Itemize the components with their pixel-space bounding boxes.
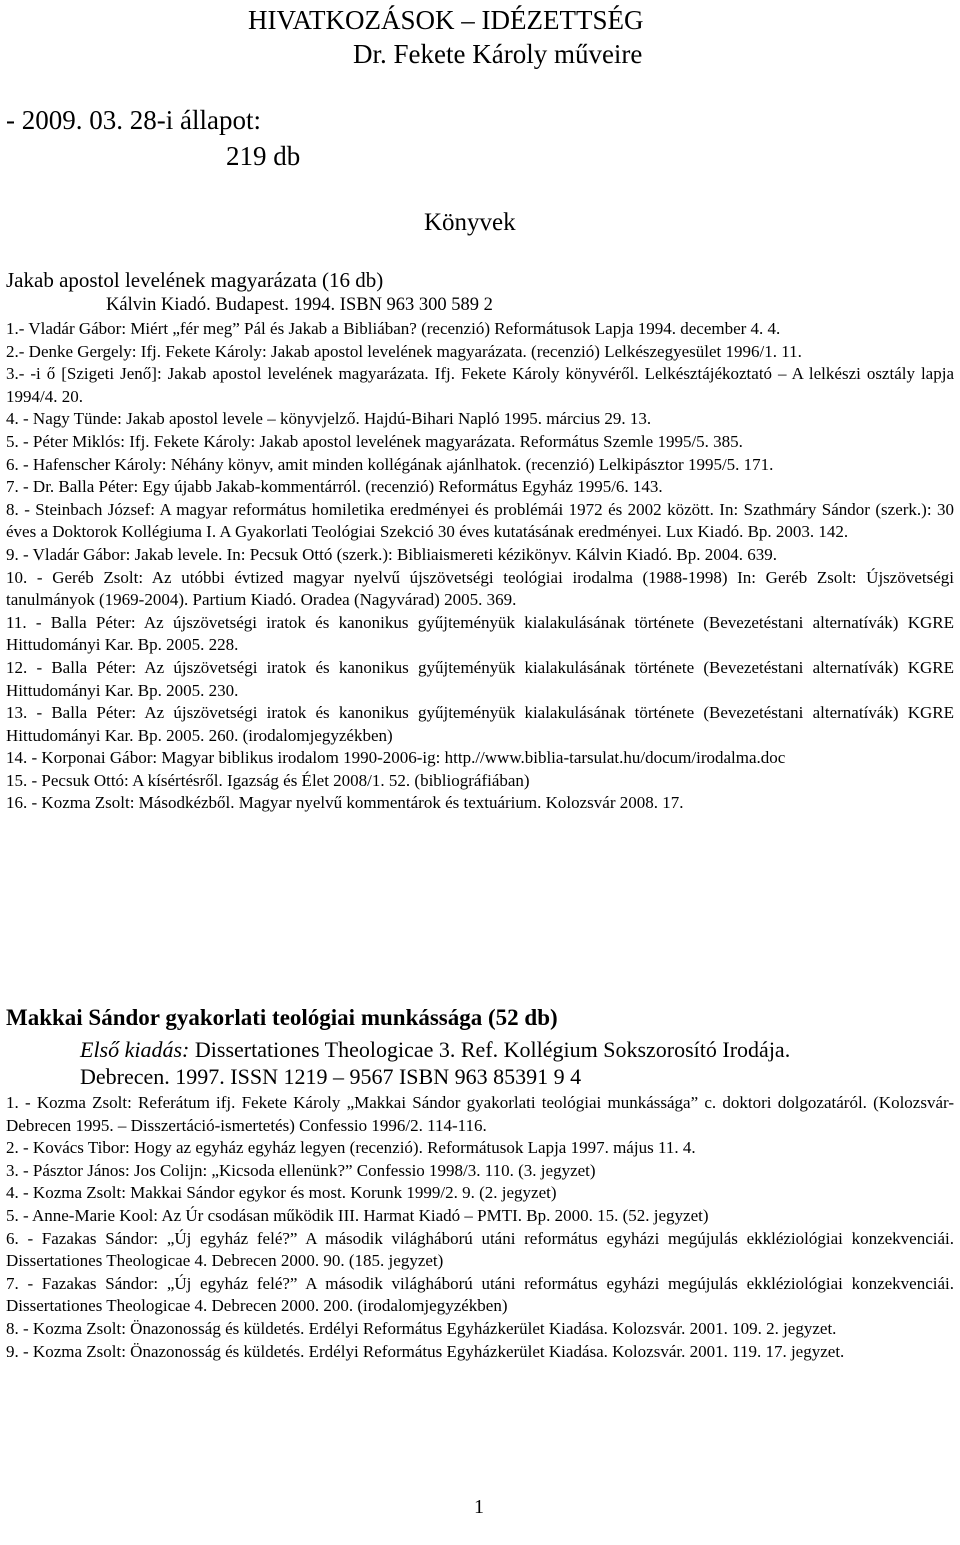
book1-publication: Kálvin Kiadó. Budapest. 1994. ISBN 963 300 589 2 xyxy=(106,295,493,315)
reference-item: 3.- -i ő [Szigeti Jenő]: Jakab apostol levelének magyarázata. Ifj. Fekete Károly könyvéről. Lelkésztájékoztató – A lelkészi osztály lapja 1994/4. 20. xyxy=(6,364,954,406)
book2-title: Makkai Sándor gyakorlati teológiai munkássága (52 db) xyxy=(6,1005,558,1030)
book1-reference-list xyxy=(6,318,954,815)
page-number: 1 xyxy=(474,1496,484,1518)
book2-edition-line2: Debrecen. 1997. ISSN 1219 – 9567 ISBN 963 85391 9 4 xyxy=(80,1064,582,1089)
section-heading: Könyvek xyxy=(424,209,516,236)
reference-item: 8. - Steinbach József: A magyar református homiletika eredményei és problémái 1972 és 2002 között. In: Szathmáry Sándor (szerk.): 30 éves a Doktorok Kollégiuma I. A Gyakorlati Teológiai Szekció 30 éves kutatásának eredményei. Lux Kiadó. Bp. 2003. 142. xyxy=(6,499,954,542)
reference-item: 1. - Kozma Zsolt: Referátum ifj. Fekete Károly „Makkai Sándor gyakorlati teológiai munkássága” c. doktori dolgozatáról. (Kolozsvár-Debrecen 1995. – Disszertáció-ismertetés) Confessio 1996/2. 114-116. xyxy=(6,1093,954,1135)
book1-title: Jakab apostol levelének magyarázata (16 db) xyxy=(6,268,384,292)
reference-item: 13. - Balla Péter: Az újszövetségi iratok és kanonikus gyűjteményük kialakulásának története (Bevezetéstani alternatívák) KGRE Hittudományi Kar. Bp. 2005. 260. (irodalomjegyzékben) xyxy=(6,703,954,745)
reference-item: 4. - Nagy Tünde: Jakab apostol levele – könyvjelző. Hajdú-Bihari Napló 1995. március 29. 13. xyxy=(6,409,652,429)
reference-item: 2. - Kovács Tibor: Hogy az egyház egyház legyen (recenzió). Reformátusok Lapja 1997. május 11. 4. xyxy=(6,1138,696,1158)
reference-item: 11. - Balla Péter: Az újszövetségi iratok és kanonikus gyűjteményük kialakulásának története (Bevezetéstani alternatívák) KGRE Hittudományi Kar. Bp. 2005. 228. xyxy=(6,612,954,655)
reference-item: 2.- Denke Gergely: Ifj. Fekete Károly: Jakab apostol levelének magyarázata. (recenzió) Lelkészegyesület 1996/1. 11. xyxy=(6,341,802,361)
reference-item: 8. - Kozma Zsolt: Önazonosság és küldetés. Erdélyi Református Egyházkerület Kiadása. Kolozsvár. 2001. 109. 2. jegyzet. xyxy=(6,1318,837,1338)
reference-item: 5. - Péter Miklós: Ifj. Fekete Károly: Jakab apostol levelének magyarázata. Református Szemle 1995/5. 385. xyxy=(6,431,743,451)
reference-item: 3. - Pásztor János: Jos Colijn: „Kicsoda ellenünk?” Confessio 1998/3. 110. (3. jegyzet) xyxy=(6,1160,596,1180)
reference-item: 1.- Vladár Gábor: Miért „fér meg” Pál és Jakab a Bibliában? (recenzió) Reformátusok Lapja 1994. december 4. 4. xyxy=(6,319,781,338)
edition-label: Első kiadás: xyxy=(80,1037,190,1062)
document-subtitle: Dr. Fekete Károly műveire xyxy=(353,39,643,69)
reference-item: 9. - Kozma Zsolt: Önazonosság és küldetés. Erdélyi Református Egyházkerület Kiadása. Kolozsvár. 2001. 119. 17. jegyzet. xyxy=(6,1341,845,1361)
reference-item: 12. - Balla Péter: Az újszövetségi iratok és kanonikus gyűjteményük kialakulásának története (Bevezetéstani alternatívák) KGRE Hittudományi Kar. Bp. 2005. 230. xyxy=(6,657,954,700)
reference-item: 7. - Dr. Balla Péter: Egy újabb Jakab-kommentárról. (recenzió) Református Egyház 1995/6. 143. xyxy=(6,477,663,497)
reference-item: 5. - Anne-Marie Kool: Az Úr csodásan működik III. Harmat Kiadó – PMTI. Bp. 2000. 15. (52. jegyzet) xyxy=(6,1205,709,1225)
reference-item: 4. - Kozma Zsolt: Makkai Sándor egykor és most. Korunk 1999/2. 9. (2. jegyzet) xyxy=(6,1183,557,1203)
reference-item: 15. - Pecsuk Ottó: A kísértésről. Igazság és Élet 2008/1. 52. (bibliográfiában) xyxy=(6,770,530,790)
status-date: - 2009. 03. 28-i állapot: xyxy=(6,105,261,135)
reference-item: 7. - Fazakas Sándor: „Új egyház felé?” A második világháború utáni református egyházi megújulás ekkléziológiai konzekvenciái. Dissertationes Theologicae 4. Debrecen 2000. 200. (irodalomjegyzékben) xyxy=(6,1273,954,1316)
reference-item: 10. - Geréb Zsolt: Az utóbbi évtized magyar nyelvű újszövetségi teológiai irodalma (1988-1998) In: Geréb Zsolt: Újszövetségi tanulmányok (1969-2004). Partium Kiadó. Oradea (Nagyvárad) 2005. 369. xyxy=(6,567,954,610)
document-title: HIVATKOZÁSOK – IDÉZETTSÉG xyxy=(248,5,644,35)
reference-item: 14. - Korponai Gábor: Magyar biblikus irodalom 1990-2006-ig: http.//www.biblia-tarsulat.hu/docum/irodalma.doc xyxy=(6,748,786,768)
status-count: 219 db xyxy=(226,141,301,171)
reference-item: 6. - Fazakas Sándor: „Új egyház felé?” A második világháború utáni református egyházi megújulás ekkléziológiai konzekvenciái. Dissertationes Theologicae 4. Debrecen 2000. 90. (185. jegyzet) xyxy=(6,1228,954,1271)
reference-item: 9. - Vladár Gábor: Jakab levele. In: Pecsuk Ottó (szerk.): Bibliaismereti kézikönyv. Kálvin Kiadó. Bp. 2004. 639. xyxy=(6,544,777,564)
edition-text: Dissertationes Theologicae 3. Ref. Kollégium Sokszorosító Irodája. xyxy=(194,1037,791,1062)
book2-edition xyxy=(80,1037,790,1062)
reference-item: 6. - Hafenscher Károly: Néhány könyv, amit minden kollégának ajánlhatok. (recenzió) Lelkipásztor 1995/5. 171. xyxy=(6,454,774,474)
book2-reference-list xyxy=(6,1092,954,1363)
reference-item: 16. - Kozma Zsolt: Másodkézből. Magyar nyelvű kommentárok és textuárium. Kolozsvár 2008. 17. xyxy=(6,793,684,813)
